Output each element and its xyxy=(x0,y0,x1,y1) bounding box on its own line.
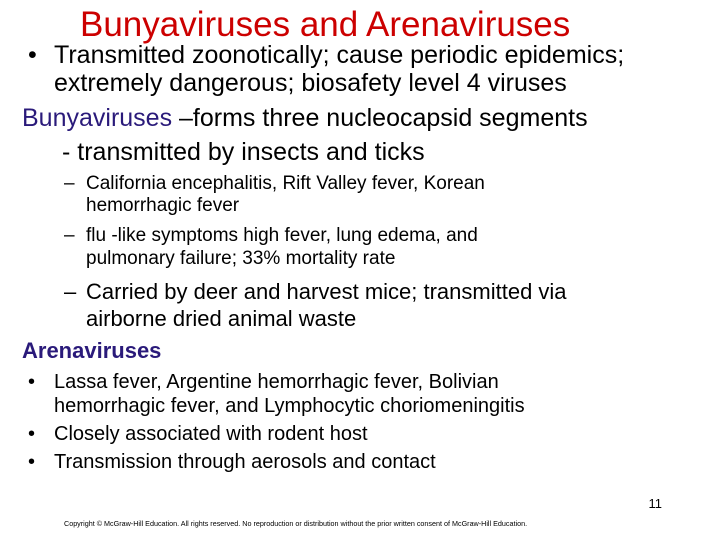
bunya-item-3-line-1: Carried by deer and harvest mice; transmitted via xyxy=(86,279,567,304)
bunya-item-2-line-1: flu -like symptoms high fever, lung edema, and xyxy=(86,225,478,246)
page-number: 11 xyxy=(648,496,662,511)
dash-marker: – xyxy=(64,279,77,304)
bunya-item-3-line-2: airborne dried animal waste xyxy=(86,306,357,331)
intro-line-1: Transmitted zoonotically; cause periodic epidemics; xyxy=(54,41,625,69)
bullet-dot: • xyxy=(28,423,36,445)
dash-marker: – xyxy=(64,173,75,194)
bunya-item-2-line-2: pulmonary failure; 33% mortality rate xyxy=(86,248,396,269)
arena-item-1-line-2: hemorrhagic fever, and Lymphocytic choriomeningitis xyxy=(54,395,525,417)
bullet-dot: • xyxy=(28,41,37,69)
dash-marker: – xyxy=(64,225,75,246)
arena-heading: Arenaviruses xyxy=(22,338,162,363)
slide-title: Bunyaviruses and Arenaviruses xyxy=(80,5,571,44)
copyright-notice: Copyright © McGraw-Hill Education. All rights reserved. No reproduction or distribution without the prior written consent of McGraw-Hill Education. xyxy=(64,519,528,528)
arena-item-3: Transmission through aerosols and contact xyxy=(54,451,436,473)
bunya-transmission: - transmitted by insects and ticks xyxy=(62,138,425,166)
bunya-heading: Bunyaviruses xyxy=(22,104,173,132)
arena-item-1-line-1: Lassa fever, Argentine hemorrhagic fever, Bolivian xyxy=(54,371,499,393)
intro-line-2: extremely dangerous; biosafety level 4 viruses xyxy=(54,69,567,97)
bunya-item-1-line-2: hemorrhagic fever xyxy=(86,195,240,216)
bunya-description: –forms three nucleocapsid segments xyxy=(172,104,588,132)
bullet-dot: • xyxy=(28,371,36,393)
bunya-heading-line xyxy=(22,105,588,132)
arena-item-2: Closely associated with rodent host xyxy=(54,423,368,445)
bunya-item-1-line-1: California encephalitis, Rift Valley fever, Korean xyxy=(86,173,485,194)
bullet-dot: • xyxy=(28,451,36,473)
